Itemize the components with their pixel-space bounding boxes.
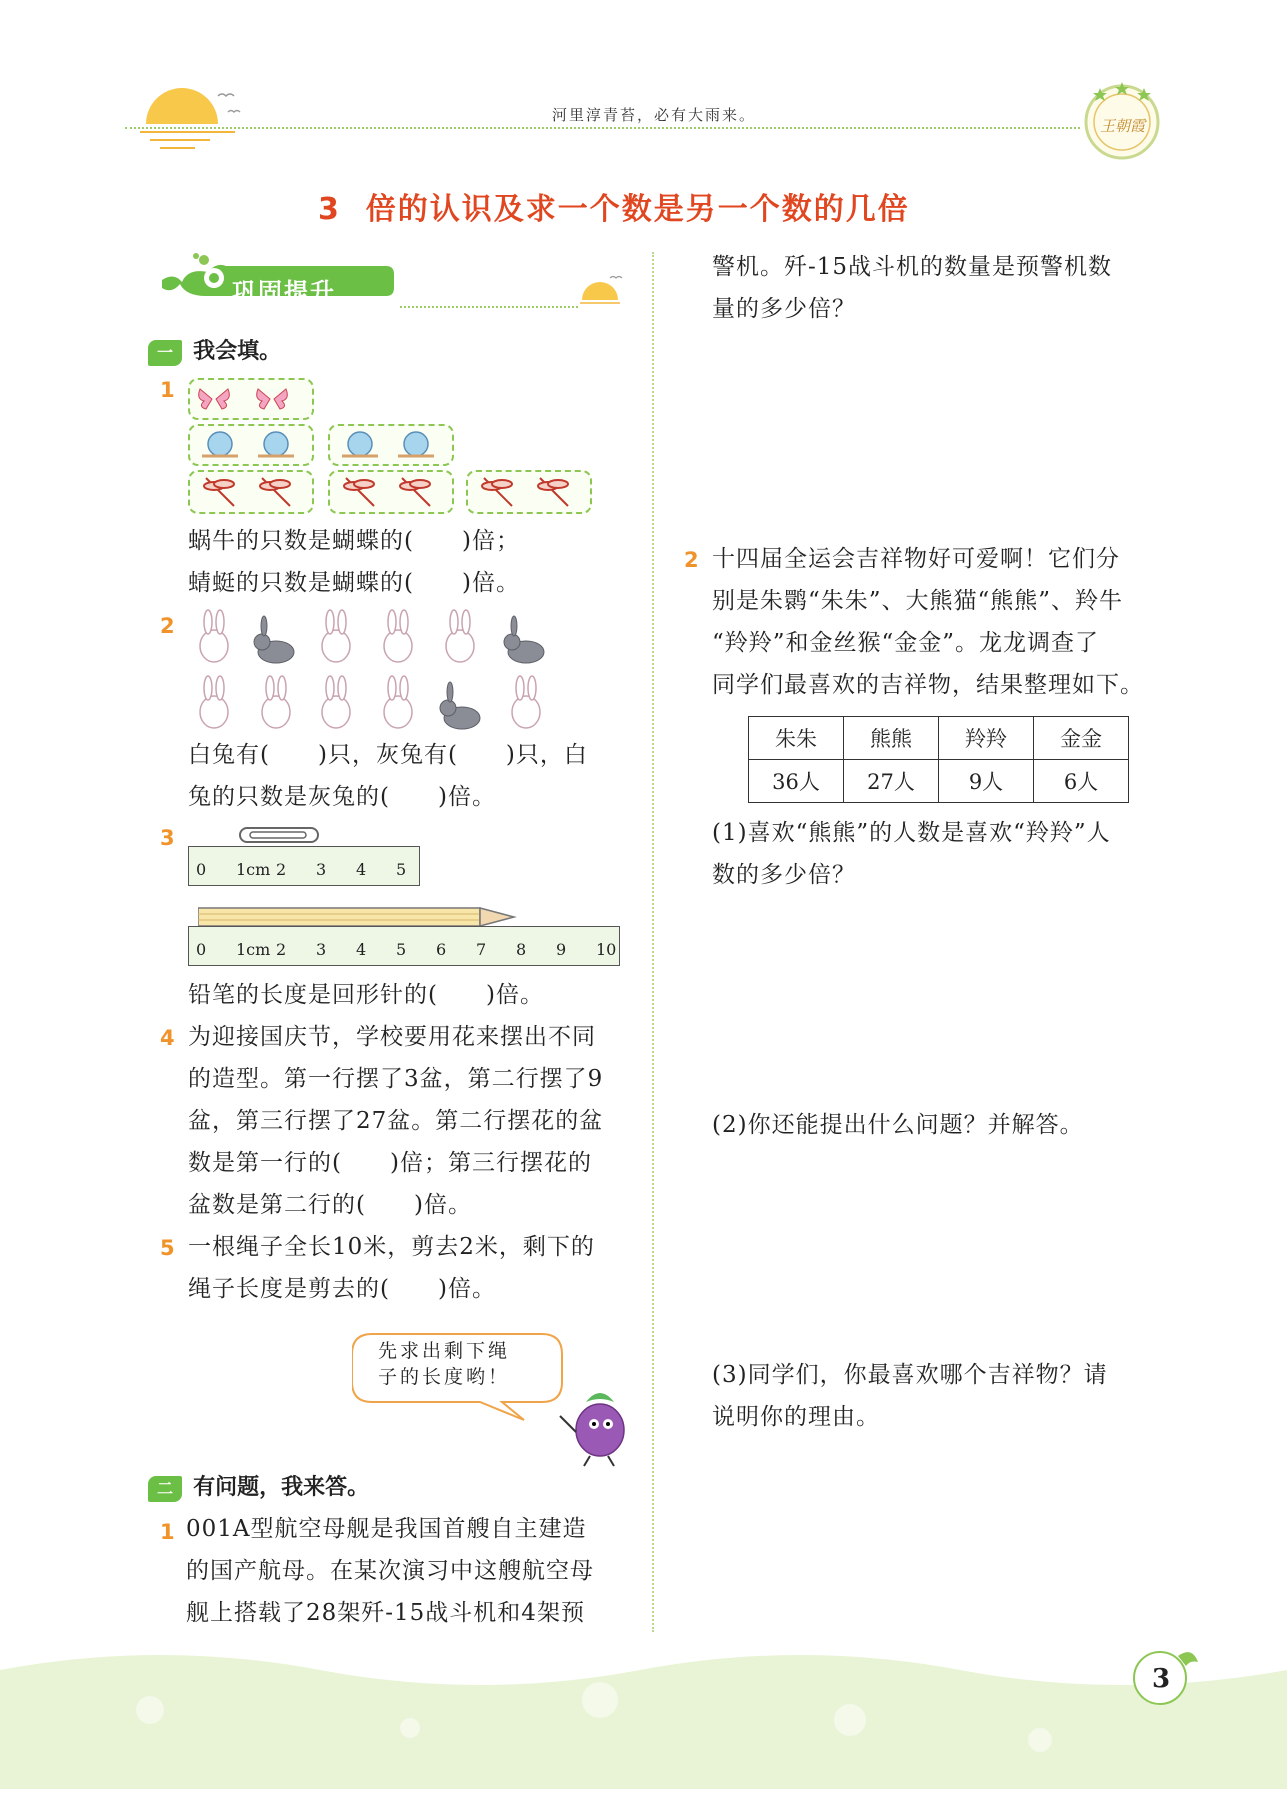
- s2-q1-line4: 警机。歼-15战斗机的数量是预警机数: [712, 254, 1113, 280]
- q2-line1: 白兔有( )只，灰兔有( )只，白: [188, 742, 588, 768]
- table-cell: 27人: [844, 760, 939, 803]
- ruler-long-labels: [188, 940, 618, 964]
- banner-title: 巩固提升: [232, 278, 336, 306]
- q1-number: 1: [160, 378, 175, 402]
- column-divider: [652, 252, 654, 1632]
- ruler-tick-label: 9: [556, 940, 567, 959]
- footer-background: [0, 1640, 1287, 1793]
- s2-q2-line1: 十四届全运会吉祥物好可爱啊！它们分: [712, 546, 1120, 572]
- s2-q2-line4: 同学们最喜欢的吉祥物，结果整理如下。: [712, 672, 1144, 698]
- ruler-tick-label: 7: [476, 940, 487, 959]
- dragonfly-group-3: [466, 470, 592, 514]
- ruler-tick-label: 10: [596, 940, 617, 959]
- q4-number: 4: [160, 1026, 175, 1050]
- butterfly-group: [188, 378, 314, 420]
- s2-q2-sub1-line1: (1)喜欢“熊熊”的人数是喜欢“羚羚”人: [712, 820, 1111, 846]
- ruler-tick-label: 0: [196, 940, 207, 959]
- ruler-tick-label: 6: [436, 940, 447, 959]
- ruler-tick-label: 4: [356, 940, 367, 959]
- q1-line2: 蜻蜓的只数是蝴蝶的( )倍。: [188, 570, 520, 596]
- ruler-tick-label: 1cm: [236, 940, 271, 959]
- page-title: 3 倍的认识及求一个数是另一个数的几倍: [318, 192, 910, 227]
- table-cell: 36人: [749, 760, 844, 803]
- q5-line1: 一根绳子全长10米，剪去2米，剩下的: [188, 1234, 595, 1260]
- table-header-cell: 羚羚: [939, 717, 1034, 760]
- header-sun: [140, 84, 250, 158]
- banner-sun-icon: [580, 274, 630, 312]
- section2-tag: 二: [148, 1476, 182, 1502]
- s2-q2-sub3-line1: (3)同学们，你最喜欢哪个吉祥物？请: [712, 1362, 1108, 1388]
- q4-line3: 盆，第三行摆了27盆。第二行摆花的盆: [188, 1108, 604, 1134]
- q4-line1: 为迎接国庆节，学校要用花来摆出不同: [188, 1024, 596, 1050]
- q2-line2: 兔的只数是灰兔的( )倍。: [188, 784, 496, 810]
- s2-q1-number: 1: [160, 1520, 175, 1544]
- snail-group-1: [188, 424, 314, 466]
- header-divider: [125, 127, 1080, 129]
- section2-heading: [148, 1470, 369, 1502]
- rabbit-rows: [186, 608, 566, 742]
- q3-line1: 铅笔的长度是回形针的( )倍。: [188, 982, 544, 1008]
- section1-tag: 一: [148, 340, 182, 366]
- ruler-tick-label: 0: [196, 860, 207, 879]
- ruler-tick-label: 5: [396, 940, 407, 959]
- ruler-tick-label: 1cm: [236, 860, 271, 879]
- dragonfly-group-1: [188, 470, 314, 514]
- s2-q2-sub1-line2: 数的多少倍？: [712, 862, 856, 888]
- snail-group-2: [328, 424, 454, 466]
- table-header-row: [749, 717, 1129, 760]
- s2-q1-line5: 量的多少倍？: [712, 296, 856, 322]
- table-header-cell: 金金: [1034, 717, 1129, 760]
- q2-number: 2: [160, 614, 175, 638]
- ruler-tick-label: 5: [396, 860, 407, 879]
- section1-title: 我会填。: [193, 339, 282, 364]
- table-cell: 9人: [939, 760, 1034, 803]
- page-number: 3: [1152, 1664, 1171, 1694]
- section2-title: 有问题，我来答。: [193, 1475, 370, 1500]
- q4-line5: 盆数是第二行的( )倍。: [188, 1192, 472, 1218]
- table-header-cell: 朱朱: [749, 717, 844, 760]
- ruler-tick-label: 2: [276, 860, 287, 879]
- q3-number: 3: [160, 826, 175, 850]
- mascot-survey-table: [748, 716, 1129, 803]
- header-motto: 河里淳青苔，必有大雨来。: [552, 106, 757, 124]
- s2-q2-sub2-line1: (2)你还能提出什么问题？并解答。: [712, 1112, 1084, 1138]
- ruler-tick-label: 4: [356, 860, 367, 879]
- s2-q2-line3: “羚羚”和金丝猴“金金”。龙龙调查了: [712, 630, 1100, 656]
- s2-q2-sub3-line2: 说明你的理由。: [712, 1404, 880, 1430]
- s2-q1-line2: 的国产航母。在某次演习中这艘航空母: [186, 1558, 594, 1584]
- ruler-tick-label: 3: [316, 940, 327, 959]
- ruler-tick-label: 3: [316, 860, 327, 879]
- ruler-short-labels: [188, 860, 418, 884]
- ruler-tick-label: 2: [276, 940, 287, 959]
- table-header-cell: 熊熊: [844, 717, 939, 760]
- q5-number: 5: [160, 1236, 175, 1260]
- ruler-tick-label: 8: [516, 940, 527, 959]
- section1-heading: [148, 334, 281, 366]
- s2-q2-number: 2: [684, 548, 699, 572]
- table-row: [749, 760, 1129, 803]
- eggplant-mascot-icon: [556, 1372, 636, 1472]
- q4-line4: 数是第一行的( )倍；第三行摆花的: [188, 1150, 592, 1176]
- hint-line1: 先求出剩下绳: [378, 1340, 511, 1362]
- s2-q1-line3: 舰上搭载了28架歼-15战斗机和4架预: [186, 1600, 585, 1626]
- dragonfly-group-2: [328, 470, 454, 514]
- s2-q1-line1: 001A型航空母舰是我国首艘自主建造: [186, 1516, 587, 1542]
- s2-q2-line2: 别是朱鹮“朱朱”、大熊猫“熊熊”、羚牛: [712, 588, 1124, 614]
- q4-line2: 的造型。第一行摆了3盆，第二行摆了9: [188, 1066, 604, 1092]
- q5-line2: 绳子长度是剪去的( )倍。: [188, 1276, 496, 1302]
- q1-line1: 蜗牛的只数是蝴蝶的( )倍；: [188, 528, 520, 554]
- hint-line2: 子的长度哟！: [378, 1366, 511, 1388]
- brand-logo-text: 王朝霞: [1100, 117, 1146, 135]
- table-cell: 6人: [1034, 760, 1129, 803]
